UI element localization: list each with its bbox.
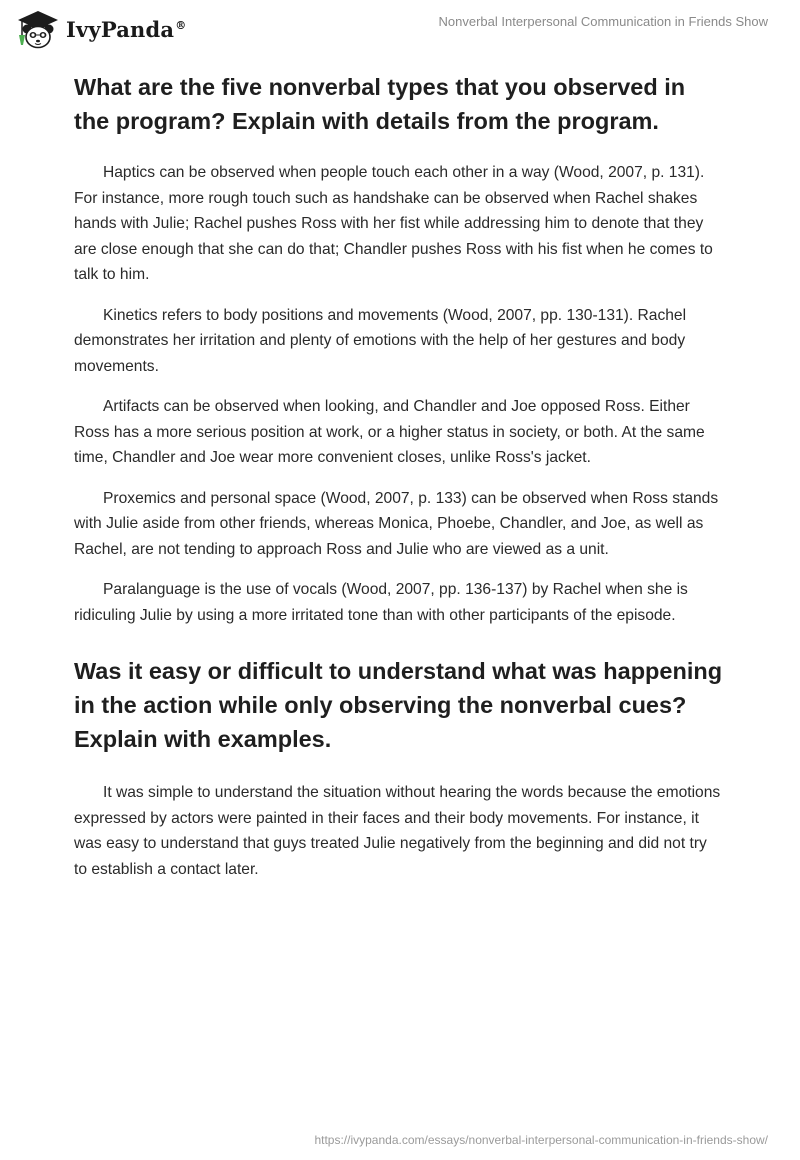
panda-graduate-icon	[14, 8, 60, 50]
paragraph-artifacts: Artifacts can be observed when looking, and Chandler and Joe opposed Ross. Either Ross has a more serious position at work, or a higher status in society, or both. At the same time, Chandler and Joe wear more convenient closes, unlike Ross's jacket.	[74, 398, 705, 466]
paragraph-kinetics: Kinetics refers to body positions and movements (Wood, 2007, pp. 130-131). Rachel demonstrates her irritation and plenty of emotions with the help of her gestures and body movements.	[74, 306, 687, 375]
paragraph-haptics: Haptics can be observed when people touch each other in a way (Wood, 2007, p. 131). For instance, more rough touch such as handshake can be observed when Rachel shakes hands with Julie; Rachel pushes Ross with her fist while addressing him to denote that they are close enough that she can do that; Chandler pushes Ross with his fist when he comes to talk to him.	[74, 164, 713, 283]
footer-url-link[interactable]: https://ivypanda.com/essays/nonverbal-interpersonal-communication-in-friends-show/	[314, 1133, 768, 1147]
ivypanda-logo[interactable]	[14, 8, 186, 50]
logo-text: IvyPanda®	[66, 16, 187, 42]
paragraph-paralanguage: Paralanguage is the use of vocals (Wood, 2007, pp. 136-137) by Rachel when she is ridiculing Julie by using a more irritated tone than with other participants of the episode.	[74, 581, 688, 624]
section-heading: Was it easy or difficult to understand what was happening in the action while only observing the nonverbal cues? Explain with examples.	[74, 658, 723, 752]
paragraph-conclusion: It was simple to understand the situation without hearing the words because the emotions expressed by actors were painted in their faces and their body movements. For instance, it was easy to understand that guys treated Julie negatively from the beginning and did not try to establish a contact later.	[74, 784, 721, 878]
section-heading: What are the five nonverbal types that you observed in the program? Explain with details from the program.	[74, 74, 686, 134]
page-header	[0, 0, 800, 60]
essay-content	[74, 70, 724, 897]
running-title: Nonverbal Interpersonal Communication in Friends Show	[438, 14, 768, 29]
paragraph-proxemics: Proxemics and personal space (Wood, 2007, p. 133) can be observed when Ross stands with Julie aside from other friends, whereas Monica, Phoebe, Chandler, and Joe, as well as Rachel, are not tending to approach Ross and Julie who are viewed as a unit.	[74, 489, 719, 558]
